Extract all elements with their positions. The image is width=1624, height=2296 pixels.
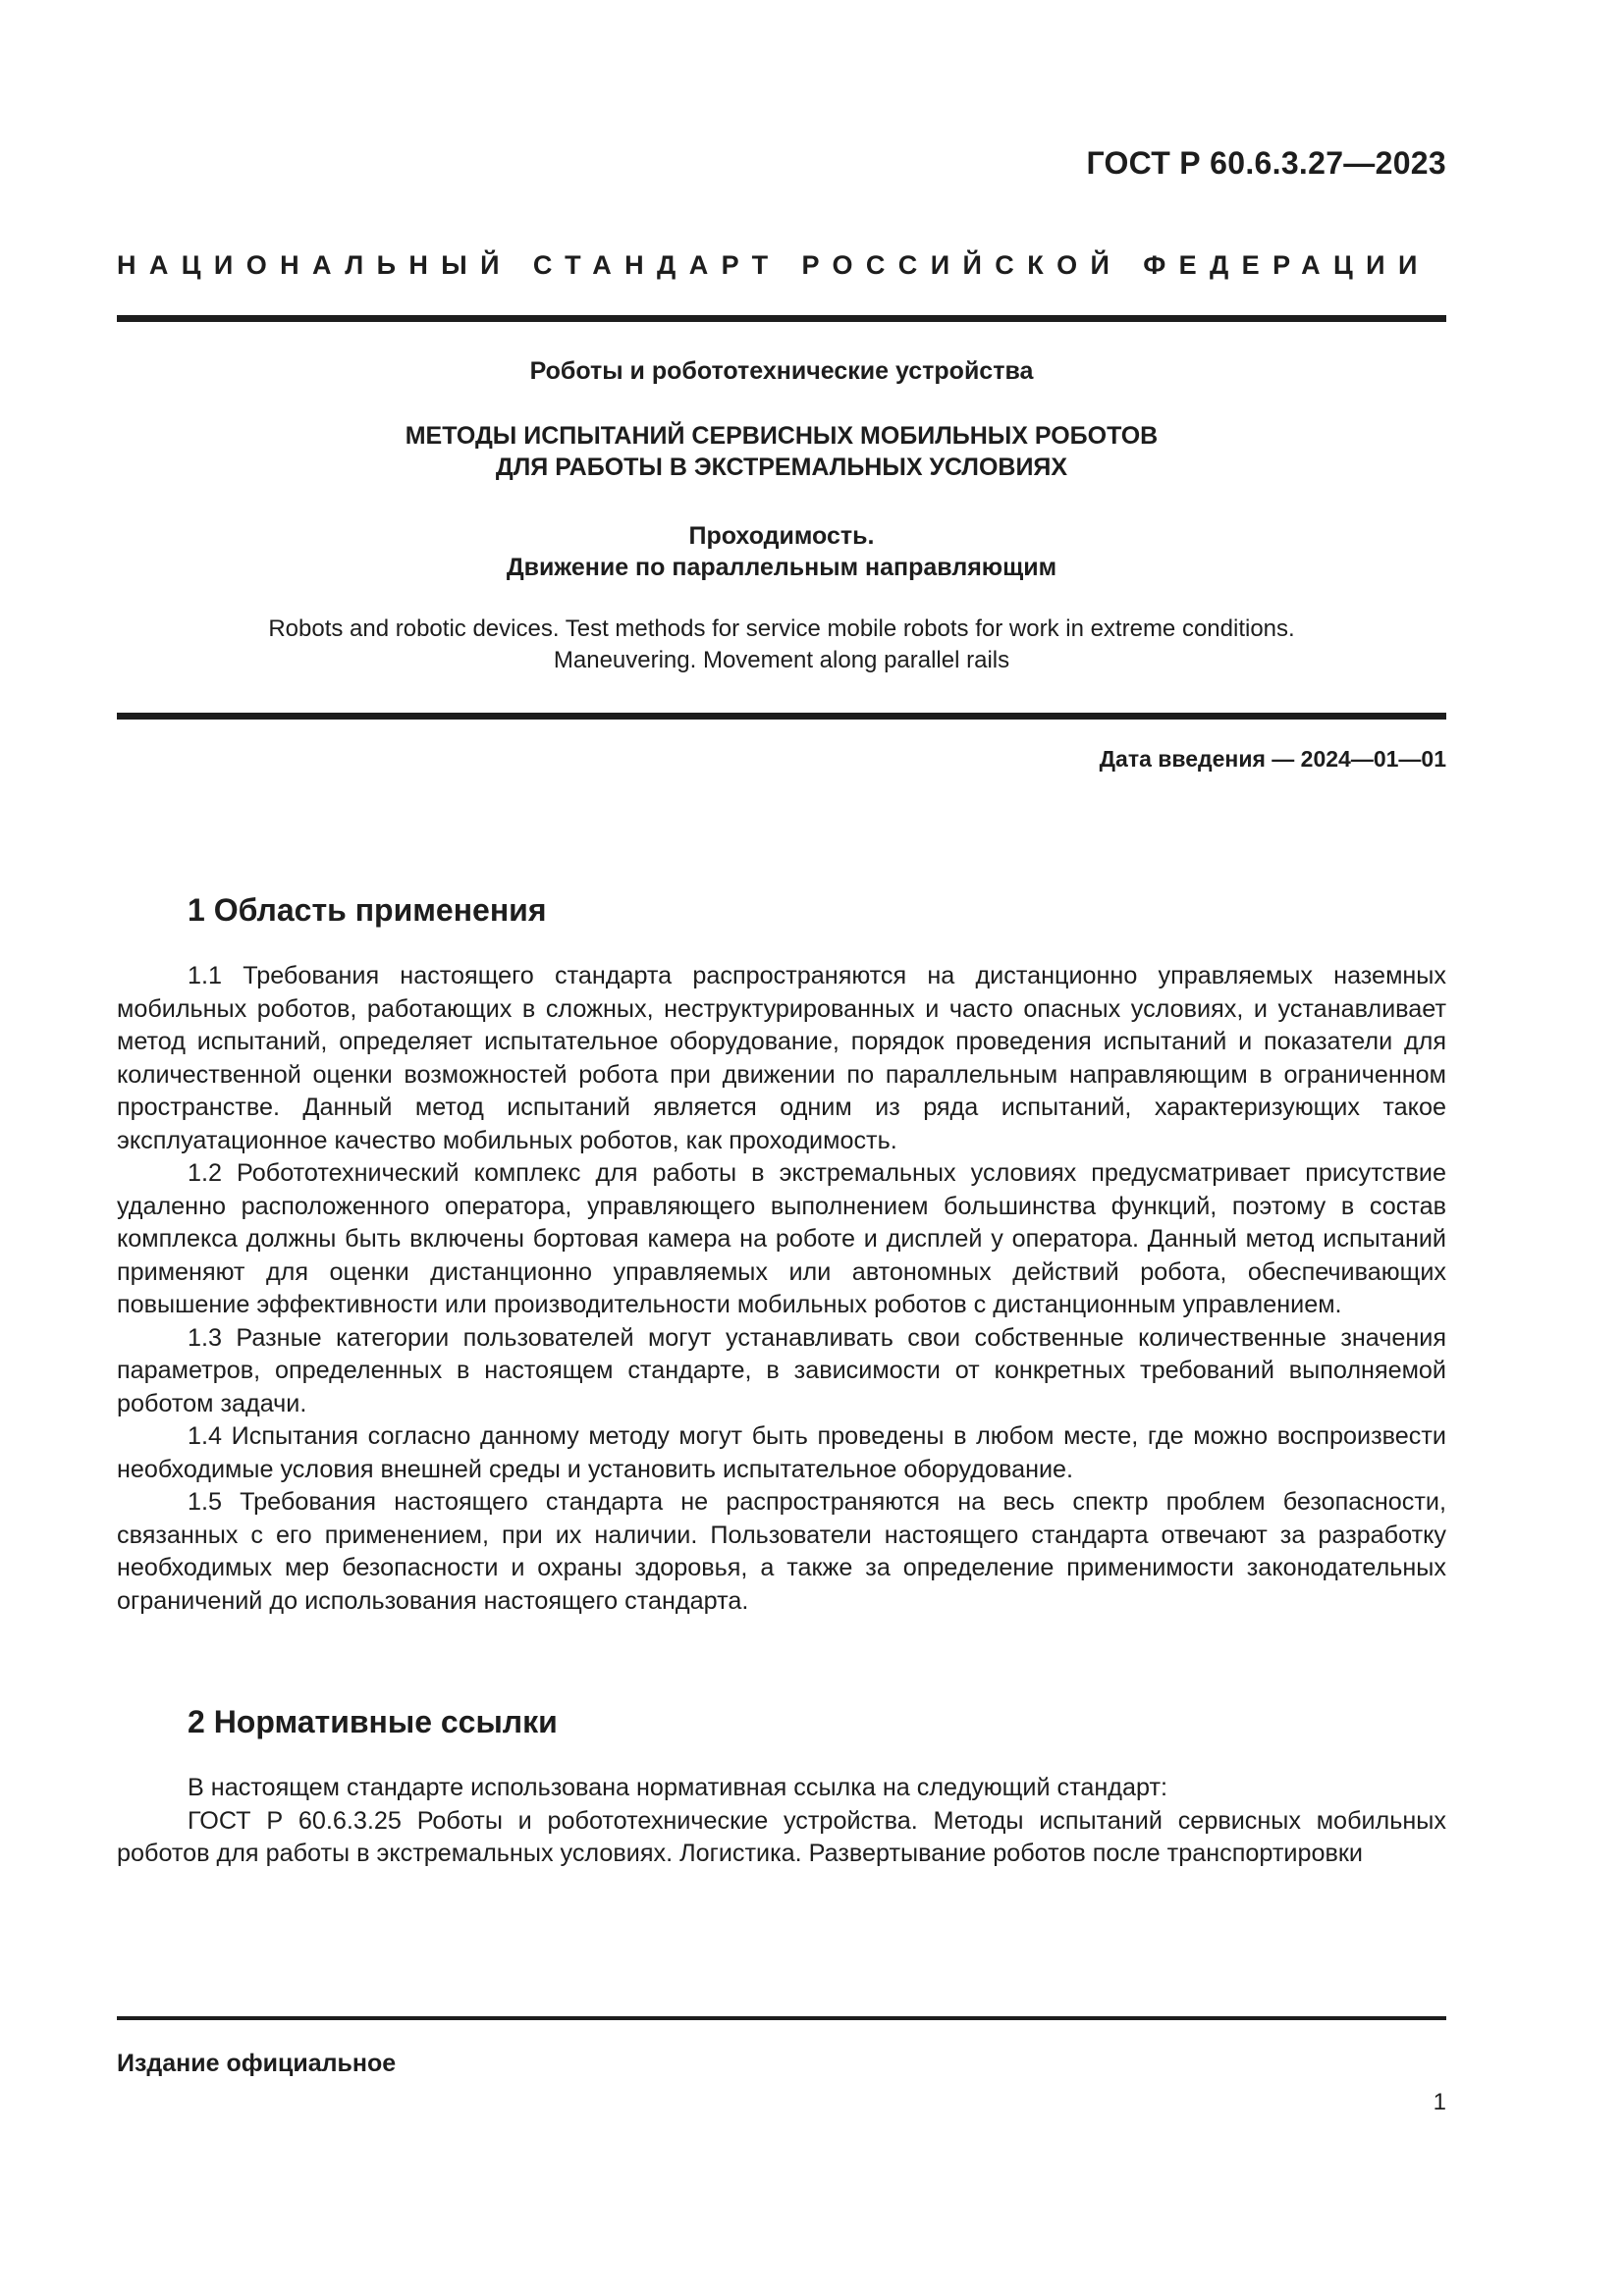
section-2-body <box>117 1772 1446 1871</box>
paragraph-1-1: 1.1 Требования настоящего стандарта распространяются на дистанционно управляемых наземных мобильных роботов, работающих в сложных, неструктурированных и часто опасных условиях, и устанавливает метод испытаний, определяет испытательное оборудование, порядок проведения испытаний и показатели для количественной оценки возможностей робота при движении по параллельным направляющим в ограниченном пространстве. Данный метод испытаний является одним из ряда испытаний, характеризующих такое эксплуатационное качество мобильных роботов, как проходимость. <box>117 962 1446 1154</box>
title-bottom-rule <box>117 713 1446 720</box>
date-of-introduction: Дата введения — 2024—01—01 <box>1099 746 1446 772</box>
paragraph-1-3: 1.3 Разные категории пользователей могут устанавливать свои собственные количественные значения параметров, определенных в настоящем стандарте, в зависимости от конкретных требований выполняемой роботом задачи. <box>117 1323 1446 1417</box>
section-1-body <box>117 960 1446 1618</box>
paragraph-2-intro: В настоящем стандарте использована нормативная ссылка на следующий стандарт: <box>188 1774 1167 1801</box>
english-title <box>117 614 1446 676</box>
top-rule <box>117 315 1446 322</box>
document-number: ГОСТ Р 60.6.3.27—2023 <box>1086 145 1446 181</box>
national-standard-title: НАЦИОНАЛЬНЫЙ СТАНДАРТ РОССИЙСКОЙ ФЕДЕРАЦИИ <box>117 250 1431 280</box>
normative-reference: ГОСТ Р 60.6.3.25 Роботы и робототехнические устройства. Методы испытаний сервисных мобильных роботов для работы в экстремальных условиях. Логистика. Развертывание роботов после транспортировки <box>117 1806 1446 1867</box>
standard-subject: Роботы и робототехнические устройства <box>529 357 1034 385</box>
subtitle-line-2: Движение по параллельным направляющим <box>506 554 1057 581</box>
subtitle <box>117 520 1446 583</box>
section-2-heading: 2 Нормативные ссылки <box>188 1704 558 1739</box>
paragraph-1-2: 1.2 Робототехнический комплекс для работы в экстремальных условиях предусматривает присутствие удаленно расположенного оператора, управляющего выполнением большинства функций, поэтому в состав комплекса должны быть включены бортовая камера на роботе и дисплей у оператора. Данный метод испытаний применяют для оценки дистанционно управляемых или автономных действий робота, обеспечивающих повышение эффективности или производительности мобильных роботов с дистанционным управлением. <box>117 1159 1446 1318</box>
main-title-line-2: ДЛЯ РАБОТЫ В ЭКСТРЕМАЛЬНЫХ УСЛОВИЯХ <box>495 454 1068 481</box>
official-edition-label: Издание официальное <box>117 2050 397 2077</box>
main-title-line-1: МЕТОДЫ ИСПЫТАНИЙ СЕРВИСНЫХ МОБИЛЬНЫХ РОБОТОВ <box>405 422 1159 450</box>
page-number: 1 <box>1433 2089 1446 2115</box>
english-title-line-1: Robots and robotic devices. Test methods for service mobile robots for work in extreme conditions. <box>268 615 1295 642</box>
english-title-line-2: Maneuvering. Movement along parallel rails <box>553 647 1010 673</box>
section-1-heading: 1 Область применения <box>188 892 547 928</box>
paragraph-1-4: 1.4 Испытания согласно данному методу могут быть проведены в любом месте, где можно воспроизвести необходимые условия внешней среды и установить испытательное оборудование. <box>117 1422 1446 1483</box>
main-title <box>117 420 1446 483</box>
subtitle-line-1: Проходимость. <box>688 522 875 550</box>
paragraph-1-5: 1.5 Требования настоящего стандарта не распространяются на весь спектр проблем безопасности, связанных с его применением, при их наличии. Пользователи настоящего стандарта отвечают за разработку необходимых мер безопасности и охраны здоровья, а также за определение применимости законодательных ограничений до использования настоящего стандарта. <box>117 1488 1446 1615</box>
footer-rule <box>117 2016 1446 2020</box>
